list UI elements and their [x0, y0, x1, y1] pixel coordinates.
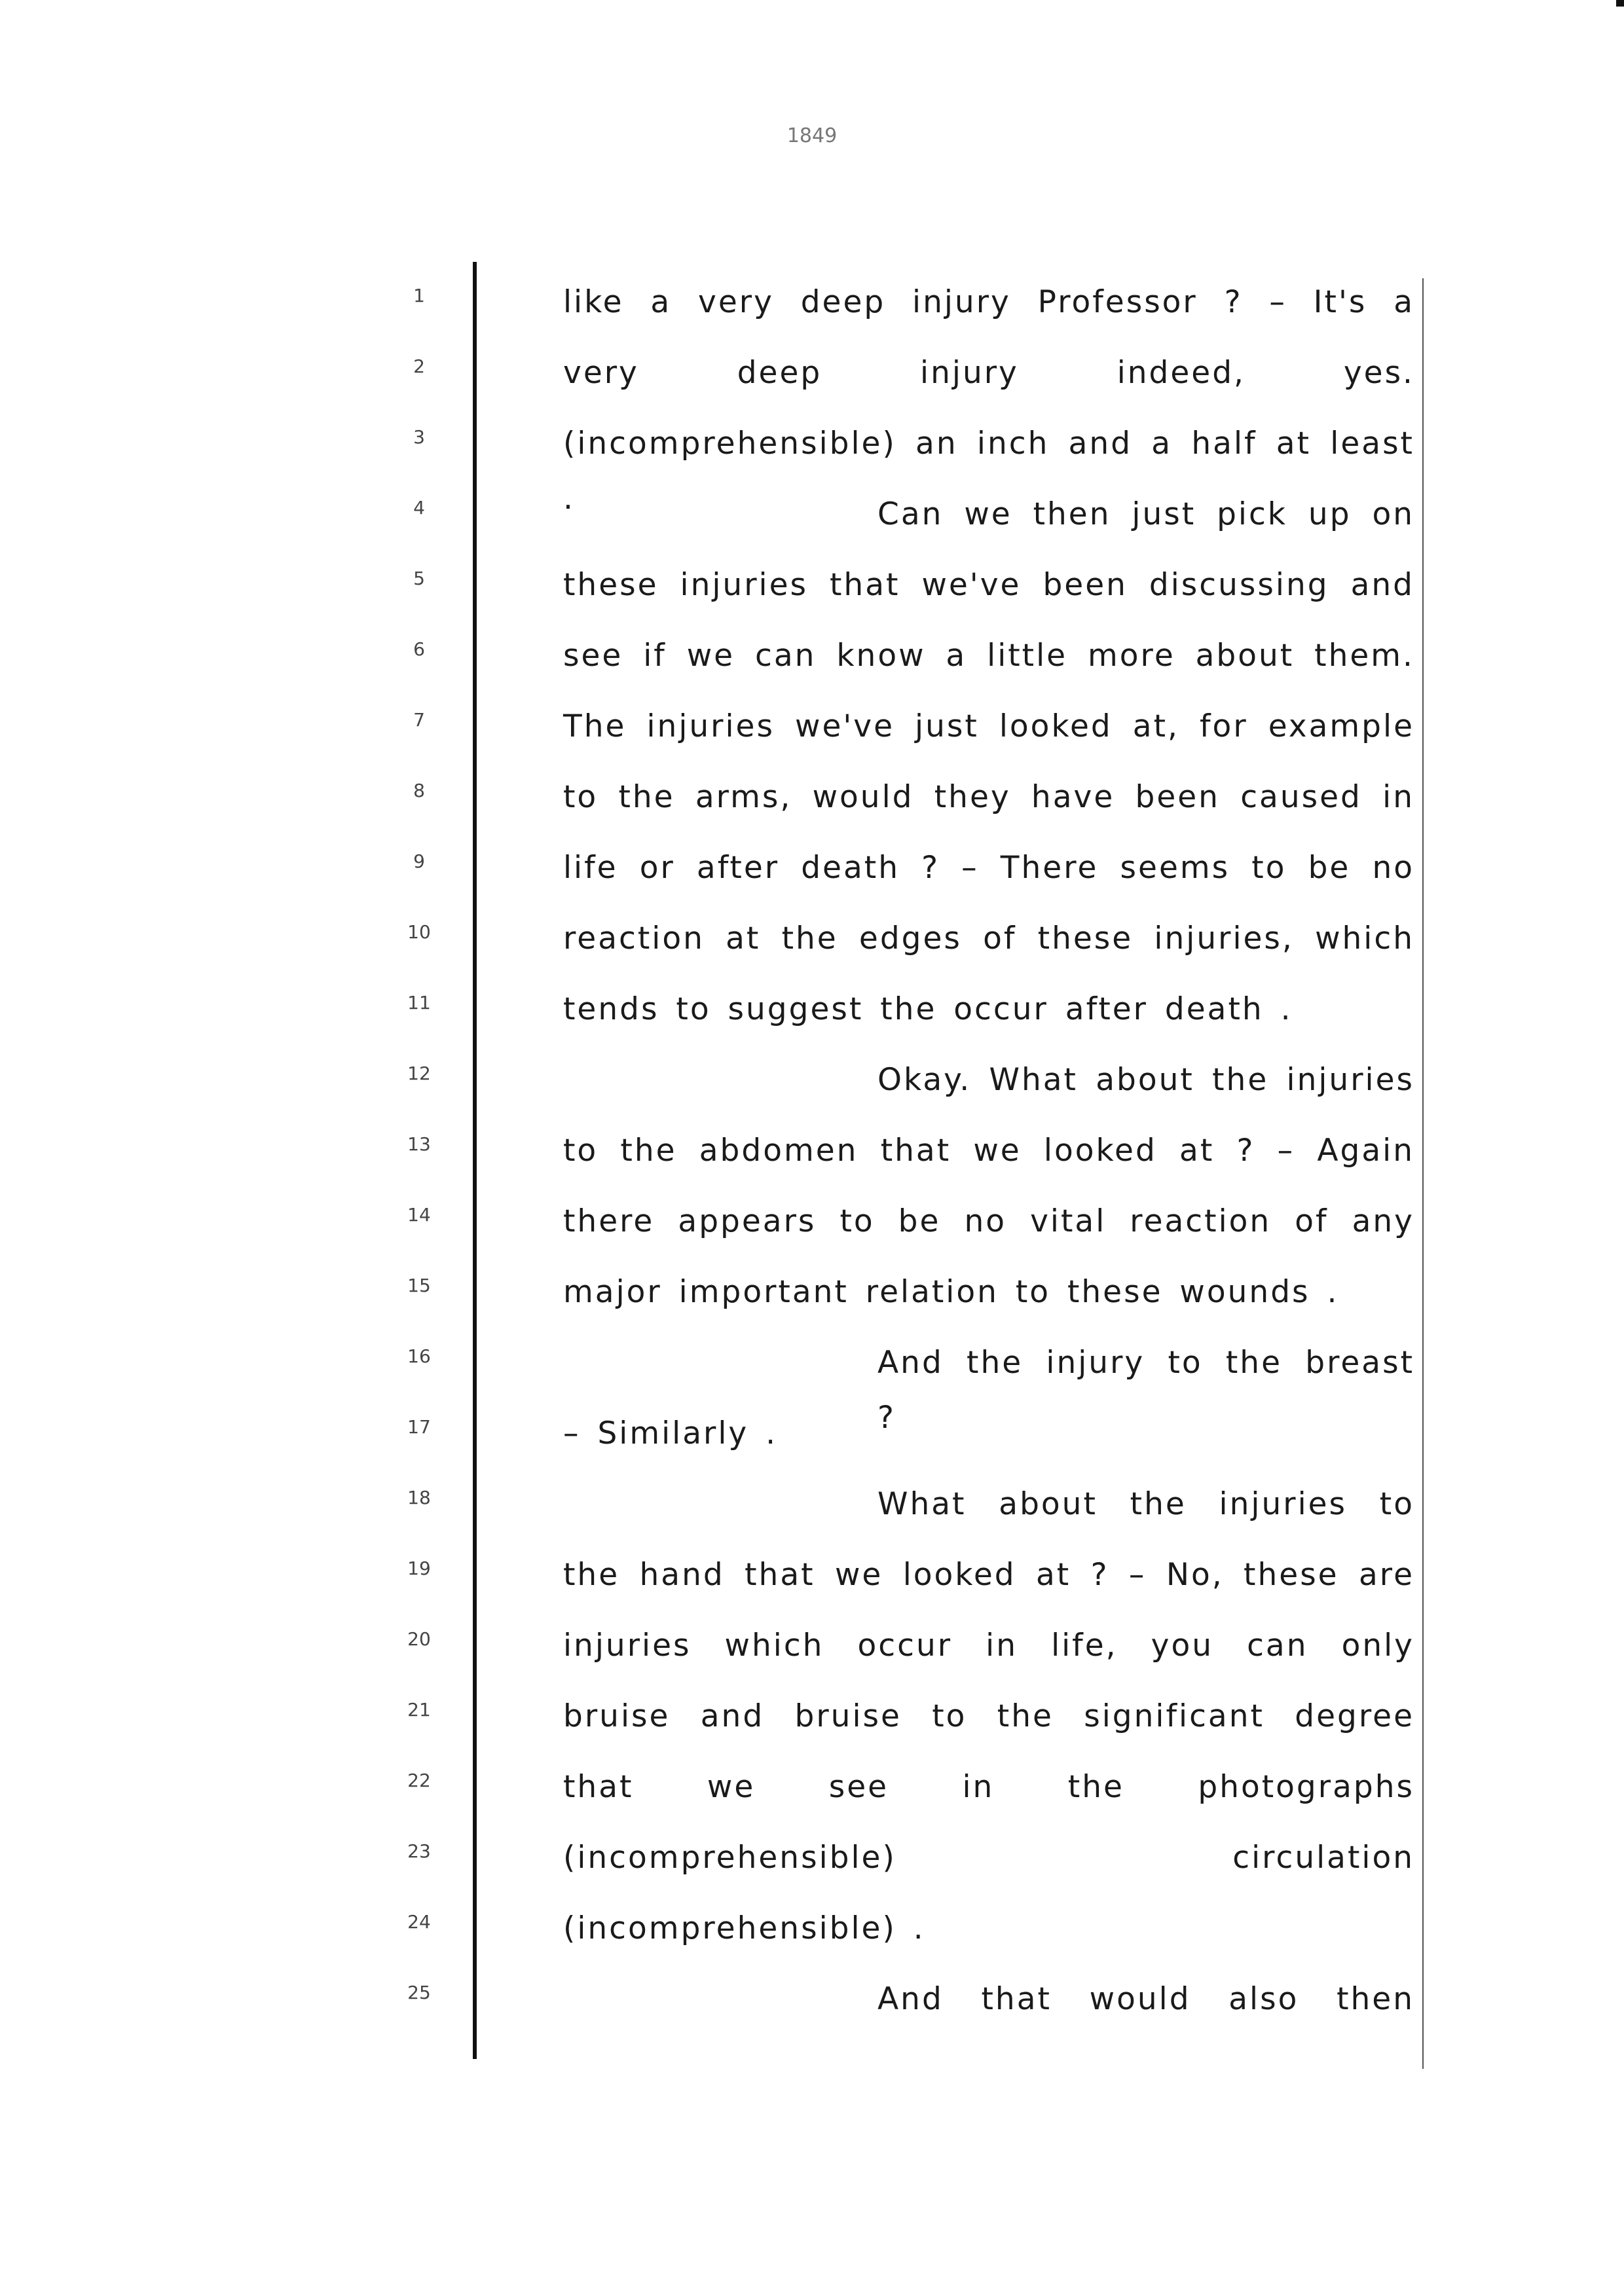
line-number-15: 15: [407, 1275, 431, 1296]
line-number-18: 18: [407, 1487, 431, 1508]
line-number-4: 4: [413, 497, 425, 519]
transcript-line-4: Can we then just pick up on: [877, 496, 1414, 532]
transcript-line-5: these injuries that we've been discussing and: [563, 567, 1414, 603]
line-number-7: 7: [413, 709, 425, 731]
line-number-14: 14: [407, 1204, 431, 1226]
transcript-line-1: like a very deep injury Professor ? – It's a: [563, 284, 1414, 320]
transcript-line-25: And that would also then: [877, 1981, 1414, 2017]
transcript-line-22: that we see in the photographs: [563, 1769, 1414, 1805]
line-number-8: 8: [413, 780, 425, 801]
line-number-10: 10: [407, 921, 431, 943]
line-number-12: 12: [407, 1063, 431, 1084]
transcript-text: [563, 275, 1414, 2043]
transcript-line-7: The injuries we've just looked at, for example: [563, 708, 1414, 744]
line-number-20: 20: [407, 1628, 431, 1650]
corner-mark: [1616, 0, 1624, 7]
line-number-22: 22: [407, 1770, 431, 1791]
line-number-16: 16: [407, 1345, 431, 1367]
transcript-line-12: Okay. What about the injuries: [877, 1062, 1414, 1098]
transcript-line-3: (incomprehensible) an inch and a half at least .: [563, 426, 1414, 517]
line-number-2: 2: [413, 355, 425, 377]
transcript-line-16: And the injury to the breast ?: [877, 1345, 1414, 1436]
line-number-5: 5: [413, 568, 425, 589]
line-number-column: [367, 275, 471, 2043]
transcript-line-23: (incomprehensible) circulation: [563, 1840, 1414, 1876]
line-number-6: 6: [413, 638, 425, 660]
transcript-line-11: tends to suggest the occur after death .: [563, 991, 1293, 1027]
transcript-line-8: to the arms, would they have been caused in: [563, 779, 1414, 815]
transcript-line-17: – Similarly .: [563, 1415, 778, 1451]
transcript-line-18: What about the injuries to: [877, 1486, 1414, 1522]
transcript-line-6: see if we can know a little more about them.: [563, 638, 1414, 674]
line-number-24: 24: [407, 1911, 431, 1933]
transcript-line-24: (incomprehensible) .: [563, 1910, 925, 1946]
transcript-line-15: major important relation to these wounds .: [563, 1274, 1339, 1310]
transcript-line-2: very deep injury indeed, yes.: [563, 355, 1414, 391]
line-number-23: 23: [407, 1840, 431, 1862]
left-margin-rule: [473, 262, 477, 2059]
transcript-line-20: injuries which occur in life, you can only: [563, 1628, 1414, 1664]
line-number-1: 1: [413, 285, 425, 306]
transcript-line-10: reaction at the edges of these injuries, which: [563, 920, 1414, 957]
line-number-21: 21: [407, 1699, 431, 1721]
line-number-25: 25: [407, 1982, 431, 2003]
right-margin-rule: [1422, 278, 1424, 2069]
line-number-19: 19: [407, 1558, 431, 1579]
line-number-3: 3: [413, 426, 425, 448]
line-number-11: 11: [407, 992, 431, 1013]
transcript-line-21: bruise and bruise to the significant degree: [563, 1698, 1414, 1734]
transcript-line-19: the hand that we looked at ? – No, these are: [563, 1557, 1414, 1593]
transcript-line-9: life or after death ? – There seems to be no: [563, 850, 1414, 886]
transcript-line-13: to the abdomen that we looked at ? – Again: [563, 1133, 1414, 1169]
line-number-13: 13: [407, 1133, 431, 1155]
line-number-17: 17: [407, 1416, 431, 1438]
line-number-9: 9: [413, 850, 425, 872]
page-number: 1849: [786, 124, 838, 147]
transcript-line-14: there appears to be no vital reaction of any: [563, 1203, 1414, 1239]
